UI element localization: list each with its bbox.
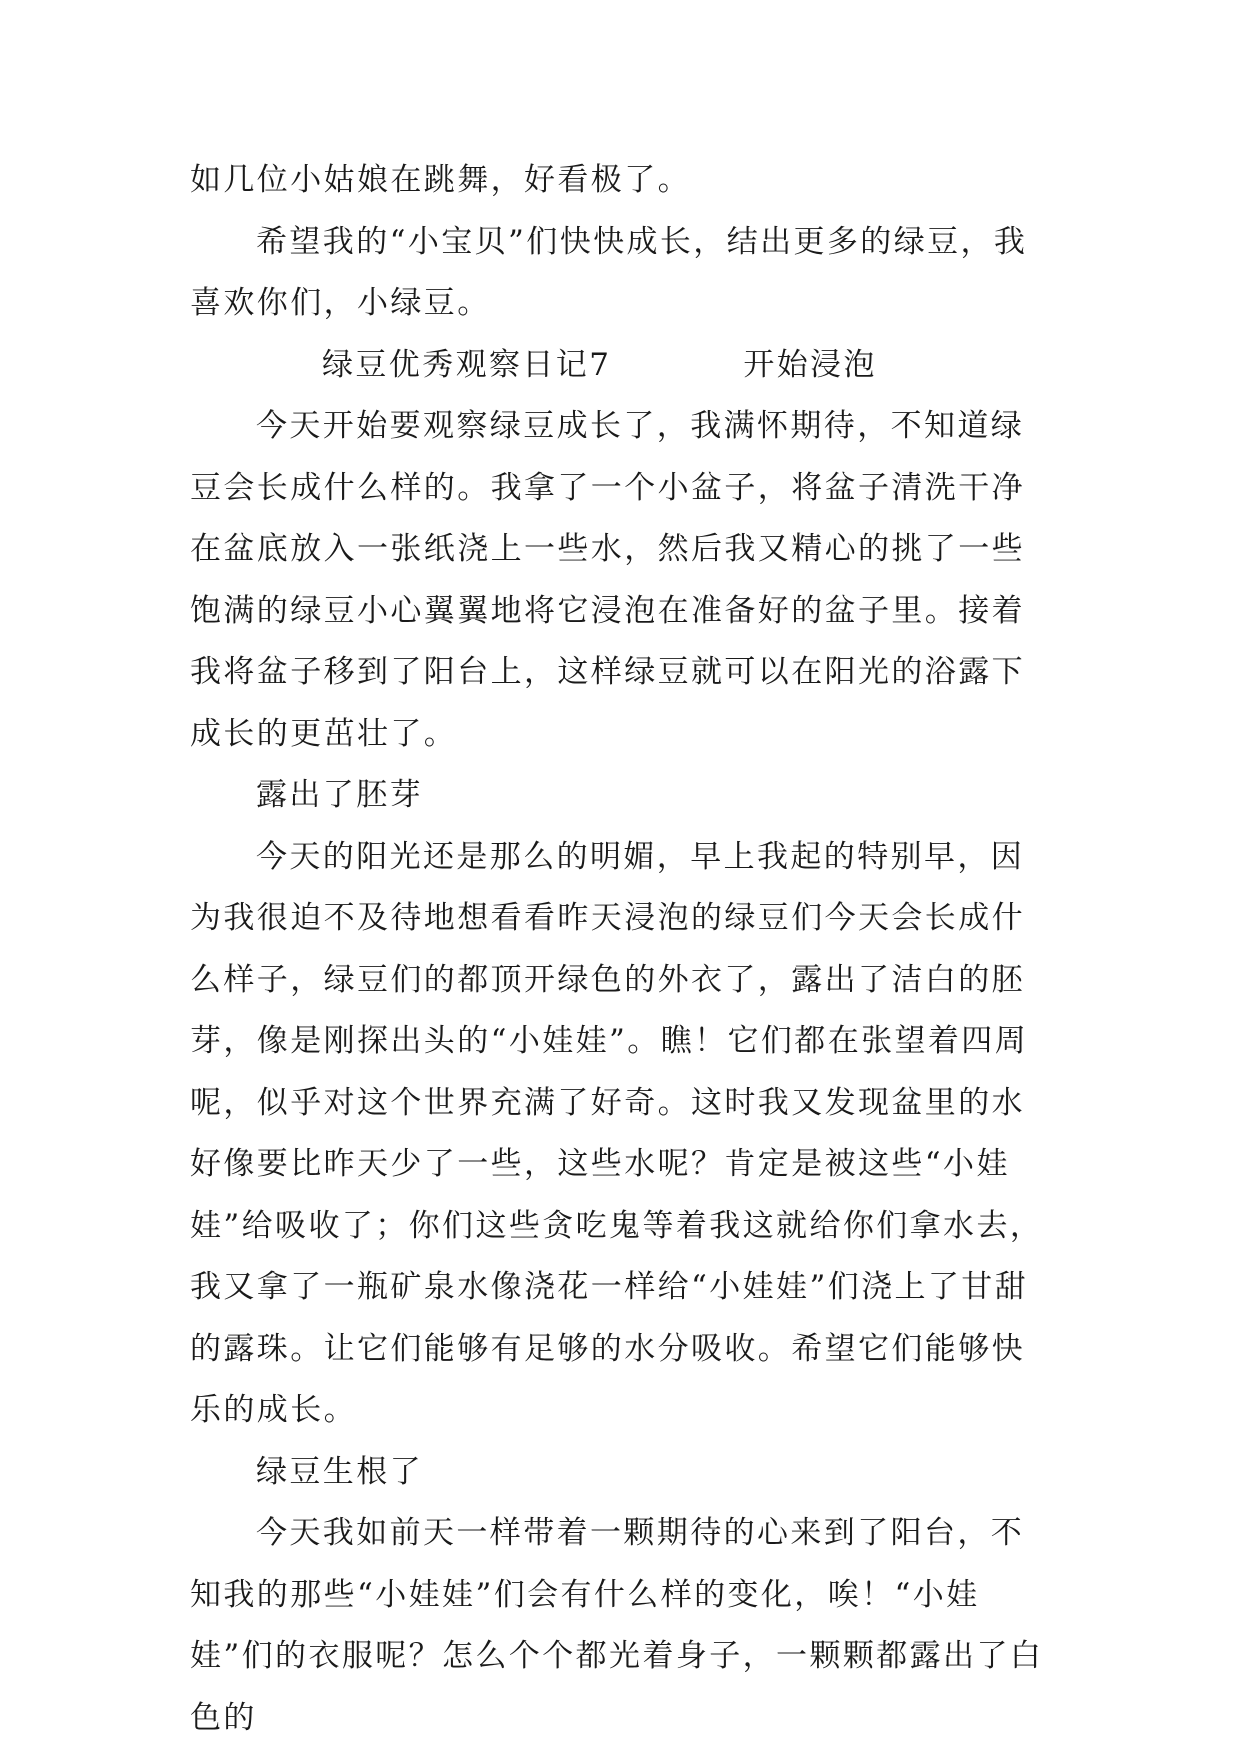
paragraph-soaking: 今天开始要观察绿豆成长了，我满怀期待，不知道绿豆会长成什么样的。我拿了一个小盆子，将盆子清洗干净在盆底放入一张纸浇上一些水，然后我又精心的挑了一些饱满的绿豆小心翼翼地将它浸泡在准备好的盆子里。接着我将盆子移到了阳台上，这样绿豆就可以在阳光的浴露下成长的更茁壮了。	[190, 408, 1025, 752]
diary-heading-title: 绿豆优秀观察日记7	[322, 346, 612, 383]
section-heading-germ: 露出了胚芽	[256, 777, 423, 813]
section-heading-root: 绿豆生根了	[256, 1453, 423, 1490]
diary-heading	[190, 335, 1056, 397]
document-body	[190, 150, 1056, 1749]
diary-heading-subtitle: 开始浸泡	[743, 346, 877, 383]
paragraph-root: 今天我如前天一样带着一颗期待的心来到了阳台，不知我的那些“小娃娃”们会有什么样的变化，唉！“小娃娃”们的衣服呢？怎么个个都光着身子，一颗颗都露出了白色的	[190, 1515, 1044, 1736]
paragraph-germ: 今天的阳光还是那么的明媚，早上我起的特别早，因为我很迫不及待地想看看昨天浸泡的绿豆们今天会长成什么样子，绿豆们的都顶开绿色的外衣了，露出了洁白的胚芽，像是刚探出头的“小娃娃”。瞧！它们都在张望着四周呢，似乎对这个世界充满了好奇。这时我又发现盆里的水好像要比昨天少了一些，这些水呢？肯定是被这些“小娃娃”给吸收了；你们这些贪吃鬼等着我这就给你们拿水去，我又拿了一瓶矿泉水像浇花一样给“小娃娃”们浇上了甘甜的露珠。让它们能够有足够的水分吸收。希望它们能够快乐的成长。	[190, 838, 1044, 1428]
paragraph-continuation: 如几位小姑娘在跳舞，好看极了。	[190, 162, 691, 198]
paragraph-hope: 希望我的“小宝贝”们快快成长，结出更多的绿豆，我喜欢你们，小绿豆。	[190, 223, 1028, 321]
